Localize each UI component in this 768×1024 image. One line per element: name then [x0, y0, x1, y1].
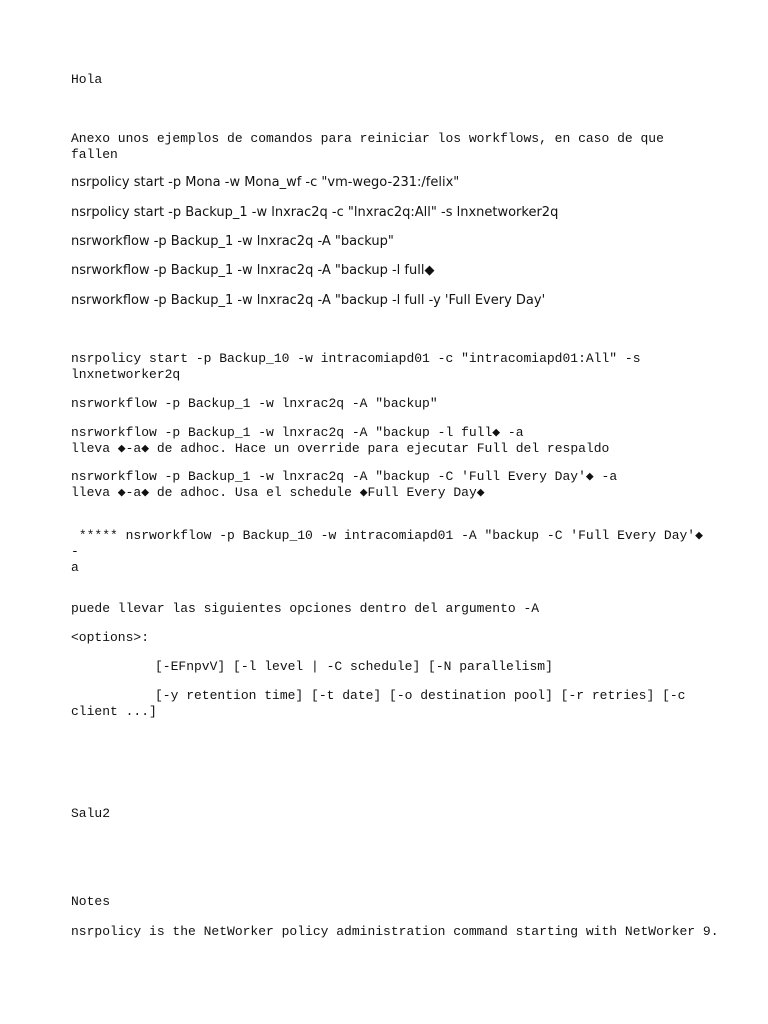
command-line-10: ***** nsrworkflow -p Backup_10 -w intracomiapd01 -A "backup -C 'Full Every Day'◆ - a	[71, 528, 703, 575]
command-line-3: nsrworkflow -p Backup_1 -w lnxrac2q -A "backup"	[71, 234, 394, 249]
options-line-1: [-EFnpvV] [-l level | -C schedule] [-N parallelism]	[155, 659, 553, 674]
options-intro-text: puede llevar las siguientes opciones dentro del argumento -A	[71, 601, 540, 616]
greeting-text: Hola	[71, 72, 103, 87]
signoff-text: Salu2	[71, 806, 111, 821]
notes-text: nsrpolicy is the NetWorker policy administration command starting with NetWorker 9.	[71, 924, 719, 939]
command-line-5: nsrworkflow -p Backup_1 -w lnxrac2q -A "backup -l full -y 'Full Every Day'	[71, 293, 546, 308]
options-line-2-text: [-y retention time] [-t date] [-o destination pool] [-r retries] [-c client ...]	[71, 688, 686, 719]
command-line-2: nsrpolicy start -p Backup_1 -w lnxrac2q -c "lnxrac2q:All" -s lnxnetworker2q	[71, 205, 559, 220]
command-line-1: nsrpolicy start -p Mona -w Mona_wf -c "vm-wego-231:/felix"	[71, 175, 460, 190]
options-line-2	[71, 688, 711, 720]
command-line-9: nsrworkflow -p Backup_1 -w lnxrac2q -A "backup -C 'Full Every Day'◆ -a lleva ◆-a◆ de adhoc. Usa el schedule ◆Full Every Day◆	[71, 469, 618, 500]
command-line-8: nsrworkflow -p Backup_1 -w lnxrac2q -A "backup -l full◆ -a lleva ◆-a◆ de adhoc. Hace un override para ejecutar Full del respaldo	[71, 425, 610, 456]
notes-heading: Notes	[71, 894, 111, 909]
intro-text: Anexo unos ejemplos de comandos para reiniciar los workflows, en caso de que fallen	[71, 131, 672, 162]
command-line-7: nsrworkflow -p Backup_1 -w lnxrac2q -A "backup"	[71, 396, 438, 411]
options-label: <options>:	[71, 630, 150, 645]
command-line-6: nsrpolicy start -p Backup_10 -w intracomiapd01 -c "intracomiapd01:All" -s lnxnetworker2q	[71, 351, 649, 382]
command-line-4: nsrworkflow -p Backup_1 -w lnxrac2q -A "backup -l full◆	[71, 263, 435, 278]
